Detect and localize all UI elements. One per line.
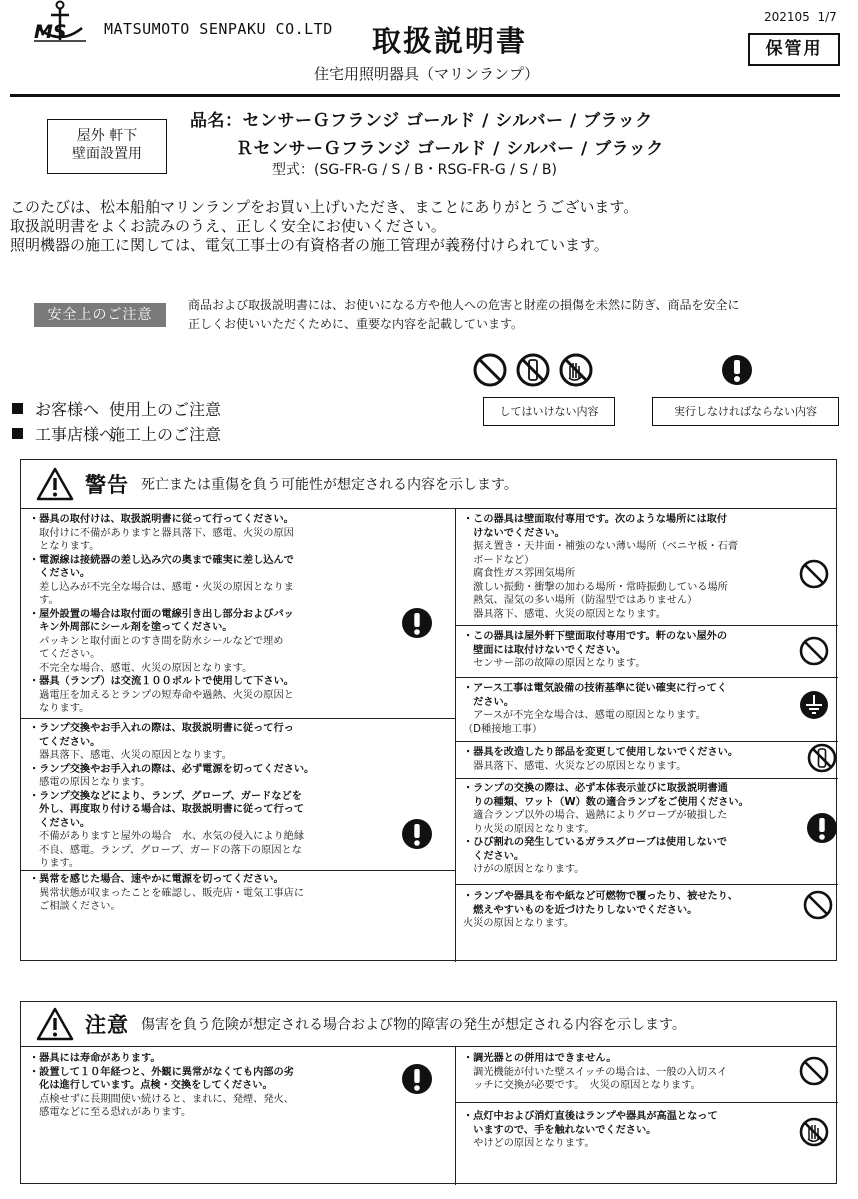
warning-right-block-4: [463, 746, 738, 773]
warning-section: [20, 459, 837, 961]
text-line: ・ランプ交換やお手入れの際は、取扱説明書に従って行っ: [29, 723, 294, 734]
row-divider: [455, 741, 838, 742]
text-line: やけどの原因となります。: [463, 1138, 595, 1149]
safety-text-line: 商品および取扱説明書には、お使いになる方や他人への危害と財産の損傷を未然に防ぎ、商品を安全に: [188, 298, 740, 312]
company-name: MATSUMOTO SENPAKU CO.LTD: [104, 20, 333, 38]
text-line: 外し、再度取り付ける場合は、取扱説明書に従って行って: [29, 804, 305, 815]
mandatory-icon: [806, 812, 838, 844]
text-line: キン外周部にシール剤を塗ってください。: [29, 622, 233, 633]
notice-to: お客様へ: [35, 400, 100, 419]
text-line: 器具落下、感電、火災の原因となります。: [29, 750, 232, 761]
text-line: センサー部の故障の原因となります。: [463, 658, 646, 669]
text-line: 火災の原因となります。: [463, 918, 575, 929]
svg-text:MS: MS: [34, 21, 67, 43]
text-line: 燃えやすいものを近づけたりしないでください。: [463, 904, 698, 916]
text-line: 差し込みが不完全な場合は、感電・火災の原因となりま: [29, 581, 294, 593]
document-reference: 202105 1/7: [764, 10, 837, 24]
text-line: ・器具（ランプ）は交流１００ボルトで使用して下さい。: [29, 676, 294, 687]
mandatory-icon: [401, 1063, 433, 1095]
no-touch-icon: [799, 1117, 829, 1147]
warning-right-block-2: [463, 630, 727, 671]
caution-description: 傷害を負う危険が想定される場合および物的障害の発生が想定される内容を示します。: [141, 1017, 686, 1033]
text-line: ・器具を改造したり部品を変更して使用しないでください。: [463, 747, 739, 758]
prohibited-icon: [803, 890, 833, 920]
text-line: いますので、手を触れないでください。: [463, 1124, 657, 1136]
text-line: ください。: [29, 568, 91, 579]
caution-right-block-1: [463, 1052, 727, 1093]
prohibited-icon: [799, 636, 829, 666]
text-line: 適合ランプ以外の場合、過熱によりグローブが破損した: [463, 810, 728, 821]
caution-left-block-1: [29, 1052, 294, 1120]
keep-label-box: 保管用: [748, 33, 840, 66]
text-line: ださい。: [463, 696, 514, 708]
prohibited-icon: [799, 1056, 829, 1086]
text-line: ・アース工事は電気設備の技術基準に従い確実に行ってく: [463, 683, 728, 694]
mandatory-icon: [401, 607, 433, 639]
text-line: 調光機能が付いた壁スイッチの場合は、一般の入切スイ: [463, 1066, 728, 1078]
safety-text: [188, 296, 740, 334]
text-line: となります。: [29, 541, 100, 552]
warning-title: 警告: [85, 473, 129, 497]
text-line: ・点灯中および消灯直後はランプや器具が高温となって: [463, 1111, 718, 1122]
company-logo: [30, 0, 92, 48]
warning-right-block-1: [463, 513, 738, 621]
text-line: ・器具の取付けは、取扱説明書に従って行ってください。: [29, 514, 294, 525]
notice-label: 使用上のご注意: [109, 400, 222, 419]
text-line: 器具落下、感電、火災などの原因となります。: [463, 760, 687, 772]
placement-line1: 屋外 軒下: [76, 128, 138, 144]
text-line: り火災の原因となります。: [463, 823, 595, 835]
text-line: パッキンと取付面とのすき間を防水シールなどで埋め: [29, 635, 284, 647]
text-line: 異常状態が収まったことを確認し、販売店・電気工事店に: [29, 887, 305, 899]
text-line: ・ランプ交換やお手入れの際は、必ず電源を切ってください。: [29, 763, 315, 775]
text-line: ・この器具は壁面取付専用です。次のような場所には取付: [463, 514, 728, 525]
text-line: アースが不完全な場合は、感電の原因となります。: [463, 710, 706, 721]
placement-box: [47, 119, 167, 174]
column-divider: [455, 1047, 456, 1185]
prohibited-icon: [475, 355, 505, 385]
caution-triangle-icon: [35, 1006, 75, 1042]
text-line: ・設置して１０年経つと、外観に異常がなくても内部の劣: [29, 1066, 294, 1078]
text-line: 点検せずに長期間使い続けると、まれに、発煙、発火、: [29, 1093, 294, 1105]
text-line: 化は進行しています。点検・交換をしてください。: [29, 1080, 273, 1091]
warning-left-block-1: [29, 513, 294, 716]
text-line: ッチに交換が必要です。 火災の原因となります。: [463, 1080, 701, 1091]
text-line: 感電の原因となります。: [29, 777, 151, 788]
text-line: ・ランプや器具を布や紙など可燃物で覆ったり、被せたり、: [463, 891, 739, 902]
text-line: ボードなど）: [463, 554, 535, 566]
caution-title: 注意: [85, 1013, 129, 1037]
row-divider: [455, 778, 838, 779]
text-line: ご相談ください。: [29, 901, 121, 912]
square-bullet-icon: [12, 428, 23, 439]
row-divider: [21, 870, 455, 871]
text-line: ・ランプ交換などにより、ランプ、グローブ、ガードなどを: [29, 790, 302, 802]
product-name-line1: 品名：センサーＧフランジ ゴールド / シルバー / ブラック: [190, 111, 653, 131]
text-line: 腐食性ガス雰囲気場所: [463, 568, 576, 579]
row-divider: [455, 1102, 838, 1103]
text-line: ります。: [29, 858, 80, 869]
text-line: 不完全な場合、感電、火災の原因となります。: [29, 662, 253, 674]
warning-triangle-icon: [35, 466, 75, 502]
text-line: 据え置き・天井面・補強のない薄い場所（ベニヤ板・石膏: [463, 541, 739, 552]
text-line: 器具落下、感電、火災の原因となります。: [463, 608, 666, 620]
document-title: 取扱説明書: [372, 24, 528, 58]
text-line: ・この器具は屋外軒下壁面取付専用です。軒のない屋外の: [463, 631, 728, 642]
text-line: 激しい振動・衝撃の加わる場所・常時振動している場所: [463, 581, 728, 593]
square-bullet-icon: [12, 403, 23, 414]
document-subtitle: 住宅用照明器具（マリンランプ）: [314, 65, 540, 83]
warning-header: [21, 460, 836, 509]
safety-tag: 安全上のご注意: [34, 303, 166, 327]
caution-right-block-2: [463, 1110, 718, 1151]
text-line: ください。: [463, 850, 525, 862]
notice-to: 工事店様へ: [35, 425, 116, 444]
legend-prohibited: してはいけない内容: [483, 397, 615, 426]
warning-right-block-5: [463, 782, 749, 877]
text-line: ・ランプの交換の際は、必ず本体表示並びに取扱説明書通: [463, 783, 728, 794]
text-line: ・電源線は接続器の差し込み穴の奥まで確実に差し込んで: [29, 554, 294, 566]
row-divider: [21, 718, 455, 719]
notice-customer: [12, 397, 221, 420]
text-line: ・調光器との併用はできません。: [463, 1053, 617, 1064]
text-line: ・器具には寿命があります。: [29, 1053, 161, 1064]
text-line: なります。: [29, 703, 90, 714]
legend-mandatory: 実行しなければならない内容: [652, 397, 839, 426]
anchor-logo-icon: [30, 0, 92, 44]
intro-line: このたびは、松本船舶マリンランプをお買い上げいただき、まことにありがとうございます。: [10, 198, 639, 216]
text-line: 不良、感電。ランプ、グローブ、ガードの落下の原因とな: [29, 844, 302, 856]
row-divider: [455, 625, 838, 626]
symbol-legend-icons: [472, 352, 772, 396]
warning-description: 死亡または重傷を負う可能性が想定される内容を示します。: [141, 477, 518, 493]
text-line: ・屋外設置の場合は取付面の電線引き出し部分およびパッ: [29, 608, 294, 620]
text-line: 感電などに至る恐れがあります。: [29, 1107, 192, 1118]
caution-section: [20, 1001, 837, 1184]
text-line: ・ひび割れの発生しているガラスグローブは使用しないで: [463, 837, 728, 848]
no-disassembly-icon: [807, 743, 837, 773]
text-line: 過電圧を加えるとランプの短寿命や過熱、火災の原因と: [29, 689, 294, 701]
header-divider: [10, 94, 840, 97]
caution-header: [21, 1002, 836, 1047]
product-model: 型式：(SG-FR-G / S / B・RSG-FR-G / S / B): [272, 162, 557, 178]
no-touch-icon: [561, 355, 591, 385]
text-line: けがの原因となります。: [463, 864, 585, 875]
warning-left-block-3: [29, 873, 304, 914]
placement-line2: 壁面設置用: [72, 146, 142, 162]
warning-right-block-3: [463, 682, 727, 736]
text-line: 熱気、湿気の多い場所（防湿型ではありません）: [463, 595, 698, 606]
text-line: 不備がありますと屋外の場合 水、水気の侵入により絶縁: [29, 831, 305, 842]
notice-label: 施工上のご注意: [109, 425, 222, 444]
notice-contractor: [12, 422, 221, 445]
text-line: りの種類、ワット（W）数の適合ランプをご使用ください。: [463, 796, 749, 808]
text-line: ください。: [29, 817, 91, 829]
row-divider: [455, 884, 838, 885]
intro-line: 照明機器の施工に関しては、電気工事士の有資格者の施工管理が義務付けられています。: [10, 236, 609, 254]
mandatory-icon: [401, 818, 433, 850]
text-line: ・異常を感じた場合、速やかに電源を切ってください。: [29, 874, 284, 885]
text-line: 取付けに不備がありますと器具落下、感電、火災の原因: [29, 527, 294, 539]
text-line: 壁面には取付けないでください。: [463, 644, 626, 656]
warning-right-block-6: [463, 890, 738, 931]
warning-left-block-2: [29, 722, 314, 871]
column-divider: [455, 509, 456, 962]
mandatory-icon: [722, 355, 752, 385]
row-divider: [455, 677, 838, 678]
prohibited-icon: [799, 559, 829, 589]
no-disassembly-icon: [518, 355, 548, 385]
text-line: てください。: [29, 649, 101, 660]
text-line: けないでください。: [463, 527, 565, 539]
ground-icon: [799, 690, 829, 720]
text-line: てください。: [29, 736, 101, 748]
text-line: （D種接地工事）: [463, 723, 543, 735]
product-name-line2: ＲセンサーＧフランジ ゴールド / シルバー / ブラック: [236, 139, 664, 159]
text-line: す。: [29, 595, 59, 606]
intro-line: 取扱説明書をよくお読みのうえ、正しく安全にお使いください。: [10, 217, 446, 235]
safety-text-line: 正しくお使いいただくために、重要な内容を記載しています。: [188, 317, 524, 331]
